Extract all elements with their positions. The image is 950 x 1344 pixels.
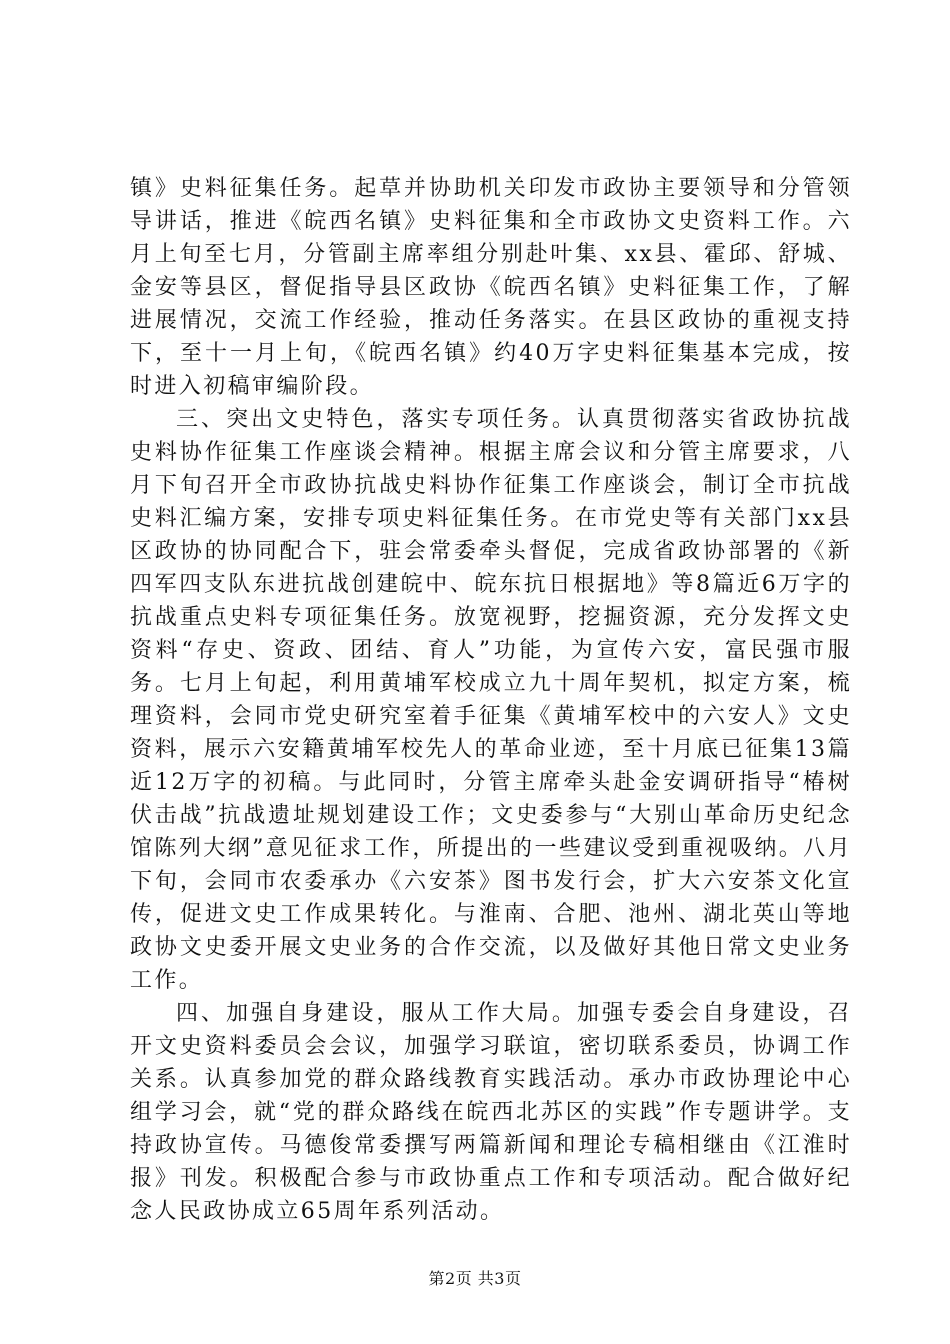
document-body (130, 172, 852, 1228)
page-number-footer: 第2页 共3页 (428, 1269, 522, 1288)
paragraph-section-four: 四、加强自身建设，服从工作大局。加强专委会自身建设，召开文史资料委员会会议，加强学习联谊，密切联系委员，协调工作关系。认真参加党的群众路线教育实践活动。承办市政协理论中心组学习会，就“党的群众路线在皖西北苏区的实践”作专题讲学。支持政协宣传。马德俊常委撰写两篇新闻和理论专稿相继由《江淮时报》刊发。积极配合参与市政协重点工作和专项活动。配合做好纪念人民政协成立65周年系列活动。 (130, 1001, 852, 1224)
paragraph-continuation: 镇》史料征集任务。起草并协助机关印发市政协主要领导和分管领导讲话，推进《皖西名镇》史料征集和全市政协文史资料工作。六月上旬至七月，分管副主席率组分别赴叶集、xx县、霍邱、舒城、金安等县区，督促指导县区政协《皖西名镇》史料征集工作，了解进展情况，交流工作经验，推动任务落实。在县区政协的重视支持下，至十一月上旬，《皖西名镇》约40万字史料征集基本完成，按时进入初稿审编阶段。 (130, 176, 852, 399)
paragraph-section-three: 三、突出文史特色，落实专项任务。认真贯彻落实省政协抗战史料协作征集工作座谈会精神。根据主席会议和分管主席要求，八月下旬召开全市政协抗战史料协作征集工作座谈会，制订全市抗战史料汇编方案，安排专项史料征集任务。在市党史等有关部门xx县区政协的协同配合下，驻会常委牵头督促，完成省政协部署的《新四军四支队东进抗战创建皖中、皖东抗日根据地》等8篇近6万字的抗战重点史料专项征集任务。放宽视野，挖掘资源，充分发挥文史资料“存史、资政、团结、育人”功能，为宣传六安，富民强市服务。七月上旬起，利用黄埔军校成立九十周年契机，拟定方案，梳理资料，会同市党史研究室着手征集《黄埔军校中的六安人》文史资料，展示六安籍黄埔军校先人的革命业迹，至十月底已征集13篇近12万字的初稿。与此同时，分管主席牵头赴金安调研指导“椿树伏击战”抗战遗址规划建设工作；文史委参与“大别山革命历史纪念馆陈列大纲”意见征求工作，所提出的一些建议受到重视吸纳。八月下旬，会同市农委承办《六安茶》图书发行会，扩大六安茶文化宣传，促进文史工作成果转化。与淮南、合肥、池州、湖北英山等地政协文史委开展文史业务的合作交流，以及做好其他日常文史业务工作。 (130, 407, 852, 993)
